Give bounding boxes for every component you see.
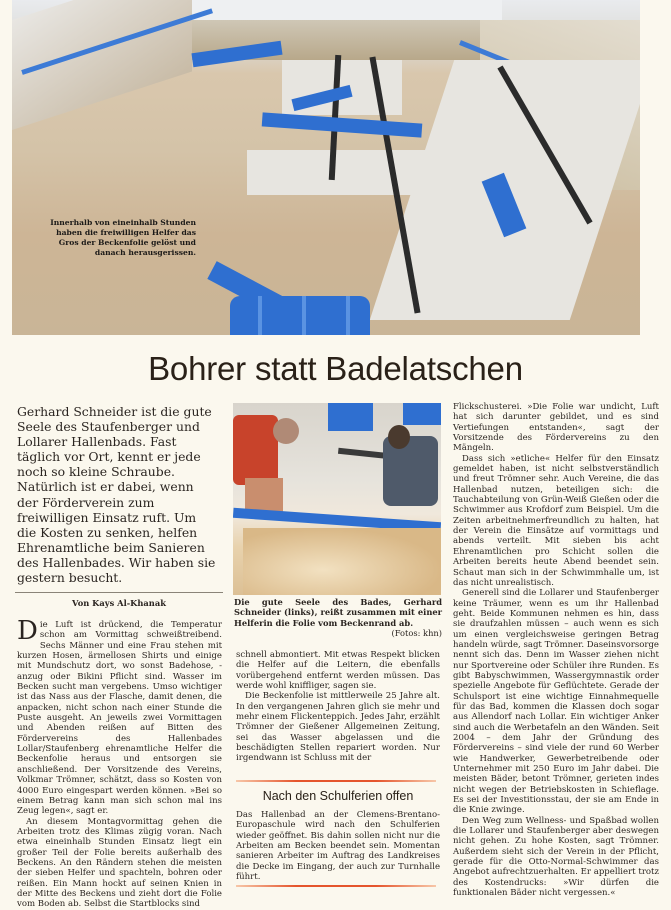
article-paragraph: An diesem Montagvormittag gehen die Arbeiten trotz des Klimas zügig voran. Nach etwa eineinhalb Stunden Einsatz liegt ein großer Teil der Folie bereits außerhalb des Beckens. An den Rändern stehen die meisten der sieben Helfer und spachteln, bohren oder reißen. Ein Mann hockt auf seinen Knien in der Mitte des Beckens und zieht dort die Folie vom Boden ab. Selbst die Startblocks sind	[17, 816, 222, 910]
article-paragraph: Die Beckenfolie ist mittlerweile 25 Jahre alt. In den vergangenen Jahren glich sie mehr und mehr einem Flickenteppich. Jedes Jahr, erzählt Trömner der Gießener Allgemeinen Zeitung, sei das Wasser abgelassen und die beschädigten Stellen repariert worden. Nur irgendwann ist Schluss mit der	[236, 691, 440, 764]
photo-caption	[234, 597, 442, 639]
infobox-title: Nach den Schulferien offen	[262, 789, 414, 803]
photo-man-red-shirt	[233, 415, 278, 485]
photo-blue-foil-roll	[230, 296, 370, 335]
photo-blue-foil	[403, 403, 441, 425]
article-intro: Gerhard Schneider ist die gute Seele des Staufenberger und Lollarer Hallenbads. Fast täglich vor Ort, kennt er jede noch so kleine Schraube. Natürlich ist er dabei, wenn der Förderverein zum freiwilligen Einsatz ruft. Um die Kosten zu senken, helfen Ehrenamtliche beim Sanieren des Hallenbades. Wir haben sie gestern besucht.	[17, 404, 216, 586]
article-paragraph: Dass sich »etliche« Helfer für den Einsatz gemeldet haben, ist nicht selbstverständlich und freut Trömner sehr. Auch Vereine, die das Hallenbad nutzen, beteiligen sich: die Tauchabteilung von Grün-Weiß Gießen oder die Schwimmer aus Krofdorf zum Beispiel. Um die Zeiten arbeitnehmerfreundlich zu halten, hat der Verein die Einsätze auf vormittags und abends verteilt. Mit sieben bis acht Ehrenamtlichen pro Schicht sollen die Arbeiten bereits heute Abend beendet sein. Schaut man sich in der Schwimmhalle um, ist das nicht unrealistisch.	[453, 453, 659, 588]
photo-hall-background	[172, 0, 502, 22]
article-paragraph: Flickschusterei. »Die Folie war undicht, Luft hat sich darunter gebildet, und es sind Vertiefungen entstanden«, sagt der Vorsitzende des Fördervereins zu den Mängeln.	[453, 402, 659, 454]
article-paragraph	[17, 616, 222, 817]
top-photo-caption: Innerhalb von eineinhalb Stunden haben die freiwilligen Helfer das Gros der Beckenfolie gelöst und danach herausgerissen.	[50, 218, 196, 257]
article-paragraph: Generell sind die Lollarer und Staufenberger keine Träumer, wenn es um ihr Hallenbad geht. Beide Kommunen nehmen es hin, dass sie draufzahlen müssen – auch wenn es sich um einen vergleichsweise geringen Betrag handeln würde, sagt Trömner. Daseinsvorsorge nennt sich das. Denn im Wasser ziehen nicht nur Sportvereine oder Schüler ihre Runden. Es gibt Babyschwimmen, Wassergymnastik order spezielle Angebote für Geflüchtete. Gerade der Schulsport ist eine wichtige Einnahmequelle für das Bad, kommen die Klassen doch sogar aus Allendorf nach Lollar. Ein wichtiger Anker sind auch die Werbetafeln an den Wänden. Seit 2004 – dem Jahr der Gründung des Fördervereins – sind viele der rund 60 Werber wie Handwerker, Gewerbetreibende oder Unternehmer mit 250 Euro im Jahr dabei. Die meisten Bäder, betont Trömner, gerieten indes nicht wegen der Betriebskosten in Schieflage. Es sei der Investitionsstau, der sie am Ende in die Knie zwinge.	[453, 588, 659, 816]
photo-torn-foil	[243, 528, 441, 595]
infobox-top-rule	[236, 780, 436, 782]
intro-divider	[15, 592, 223, 593]
pool-photo	[12, 0, 640, 335]
article-column-2	[236, 650, 440, 764]
photo-foil-sheet	[247, 150, 427, 195]
infobox-bottom-rule	[236, 885, 436, 887]
photo-woman-helper	[383, 436, 438, 506]
photo-credit: (Fotos: khn)	[391, 628, 442, 639]
volunteers-photo	[233, 403, 441, 595]
article-headline: Bohrer statt Badelatschen	[148, 350, 523, 387]
paragraph-text: ie Luft ist drückend, die Temperatur schon am Vormittag schweißtreibend. Sechs Männer und eine Frau stehen mit kurzen Hosen, ärmellosen Shirts und einige mit Mundschutz dort, wo sonst Badehose, -anzug oder Bikini Pflicht sind. Wasser im Becken sucht man vergebens. Umso wichtiger ist das Nass aus der Flasche, damit denen, die anpacken, nicht schon nach einer Stunde die Puste ausgeht. An jeweils zwei Vormittagen und Abenden reißen auf Bitten des Fördervereins des Hallenbades Lollar/Staufenberg ehrenamtliche Helfer die Beckenfolie heraus und entsorgen sie anschließend. Der Vorsitzende des Vereins, Volkmar Trömner, schätzt, dass so Kosten von 4000 Euro eingespart werden können. »Bei so einem Betrag kann man sich schon mal ins Zeug legen«, sagt er.	[17, 620, 222, 817]
photo-man-head	[273, 418, 299, 444]
article-paragraph: schnell abmontiert. Mit etwas Respekt blicken die Helfer auf die Leitern, die ebenfalls vorübergehend entfernt werden müssen. Das werde wohl kniffliger, sagen sie.	[236, 650, 440, 692]
photo-blue-foil	[262, 112, 423, 137]
article-column-1	[17, 616, 222, 910]
photo-woman-head	[388, 425, 410, 449]
infobox-body	[236, 810, 440, 882]
article-paragraph: Den Weg zum Wellness- und Spaßbad wollen die Lollarer und Staufenberger aber deswegen nicht gehen. Zu hohe Kosten, sagt Trömner. Außerdem sieht sich der Verein in der Pflicht, gerade für die Otto-Normal-Schwimmer das Angebot aufrechtzuerhalten. Er appelliert trotz des Kostendrucks: »Wir dürfen die funktionalen Bäder nicht vergessen.«	[453, 815, 659, 899]
photo-blue-foil	[328, 403, 373, 431]
caption-text: Die gute Seele des Bades, Gerhard Schneider (links), reißt zusammen mit einer Helferin die Folie vom Beckenrand ab.	[234, 597, 442, 628]
article-column-3	[453, 402, 659, 899]
drop-cap: D	[17, 616, 38, 646]
infobox-text: Das Hallenbad an der Clemens-Brentano-Europaschule wird nach den Schulferien wieder geöffnet. Bis dahin sollen nicht nur die Arbeiten am Becken beendet sein. Momentan sanieren Arbeiter im Auftrag des Landkreises die Decke im Eingang, der auch zur Turnhalle führt.	[236, 810, 440, 883]
author-byline: Von Kays Al-Khanak	[72, 598, 166, 608]
